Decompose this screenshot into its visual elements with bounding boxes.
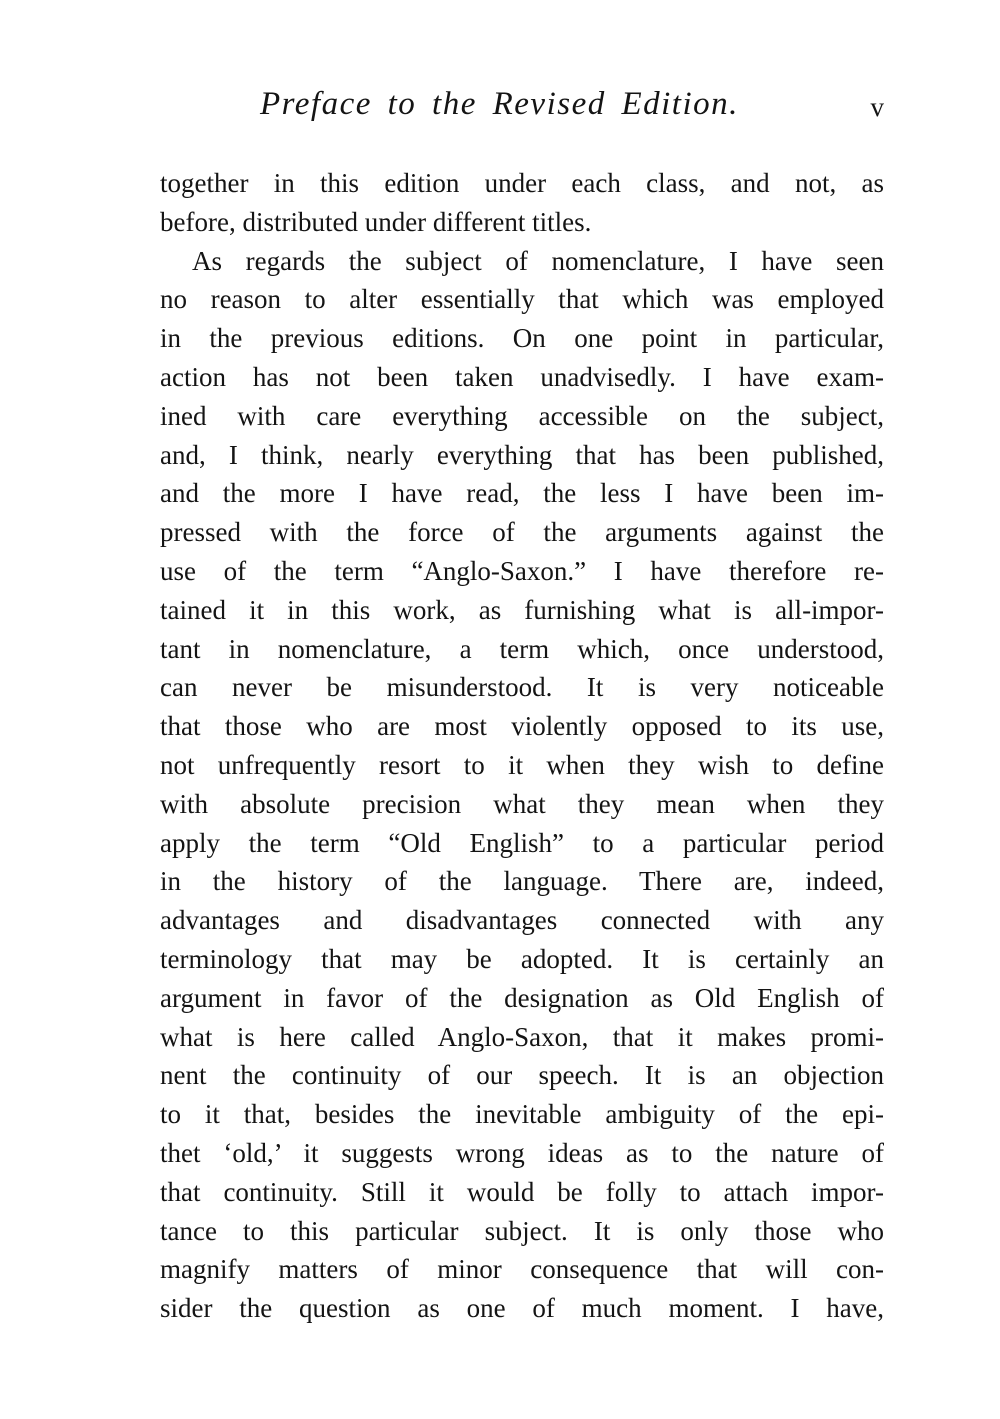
text-line: As regards the subject of nomenclature, I have seen bbox=[192, 245, 884, 276]
text-line: thet ‘old,’ it suggests wrong ideas as to the nature of bbox=[160, 1137, 884, 1168]
page-number: v bbox=[870, 92, 884, 122]
text-line: and the more I have read, the less I have been im- bbox=[160, 478, 884, 509]
text-line: no reason to alter essentially that which was employed bbox=[160, 284, 884, 315]
text-line: argument in favor of the designation as Old English of bbox=[160, 982, 884, 1013]
text-line: not unfrequently resort to it when they wish to define bbox=[160, 749, 884, 780]
running-title: Preface to the Revised Edition. bbox=[260, 86, 739, 122]
running-head bbox=[160, 86, 884, 132]
text-line: magnify matters of minor consequence that will con- bbox=[160, 1254, 884, 1285]
text-line: pressed with the force of the arguments against the bbox=[160, 517, 884, 548]
text-line: what is here called Anglo-Saxon, that it makes promi- bbox=[160, 1021, 884, 1052]
text-line: action has not been taken unadvisedly. I have exam- bbox=[160, 361, 884, 392]
text-line: to it that, besides the inevitable ambiguity of the epi- bbox=[160, 1099, 884, 1130]
text-line: and, I think, nearly everything that has been published, bbox=[160, 439, 884, 470]
text-line: in the history of the language. There are, indeed, bbox=[160, 866, 884, 897]
text-line: advantages and disadvantages connected with any bbox=[160, 905, 884, 936]
text-line: that continuity. Still it would be folly to attach impor- bbox=[160, 1176, 884, 1207]
text-line: apply the term “Old English” to a particular period bbox=[160, 827, 884, 858]
text-line: in the previous editions. On one point in particular, bbox=[160, 323, 884, 354]
text-line: tained it in this work, as furnishing what is all-impor- bbox=[160, 594, 884, 625]
text-line: with absolute precision what they mean when they bbox=[160, 788, 884, 819]
text-line: terminology that may be adopted. It is certainly an bbox=[160, 943, 884, 974]
text-line: together in this edition under each class, and not, as bbox=[160, 168, 884, 198]
text-line: before, distributed under different titles. bbox=[160, 206, 592, 237]
text-line: tant in nomenclature, a term which, once understood, bbox=[160, 633, 884, 664]
text-line: nent the continuity of our speech. It is an objection bbox=[160, 1060, 884, 1091]
text-line: can never be misunderstood. It is very noticeable bbox=[160, 672, 884, 703]
text-line: use of the term “Anglo-Saxon.” I have therefore re- bbox=[160, 555, 884, 586]
body-text bbox=[160, 164, 884, 1328]
text-line: sider the question as one of much moment. I have, bbox=[160, 1293, 884, 1324]
text-line: tance to this particular subject. It is only those who bbox=[160, 1215, 884, 1246]
text-line: that those who are most violently opposed to its use, bbox=[160, 711, 884, 742]
text-line: ined with care everything accessible on the subject, bbox=[160, 400, 884, 431]
